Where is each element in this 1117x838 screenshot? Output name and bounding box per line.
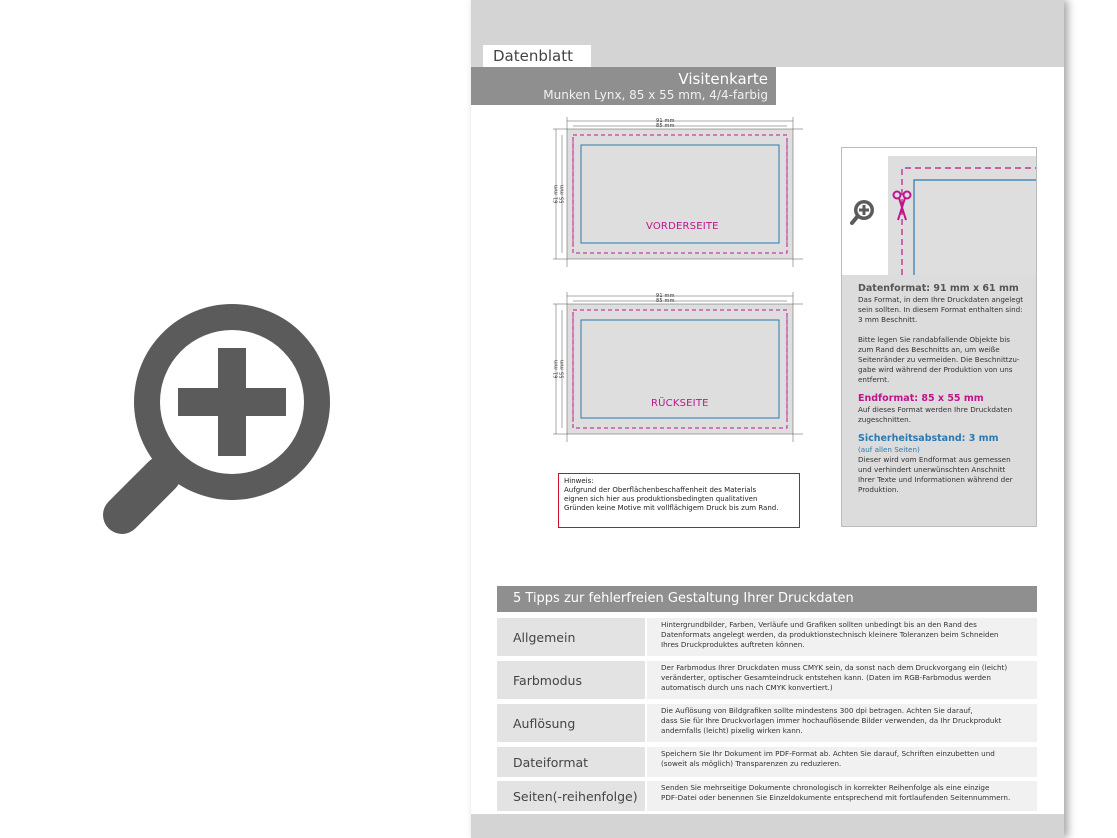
tip-value [647, 747, 1037, 777]
dim-height-inner-back: 55 mm [559, 359, 566, 379]
dim-width-outer-back: 91 mm [656, 293, 675, 299]
info-line: zugeschnitten. [858, 415, 912, 424]
dim-width-inner-back: 85 mm [656, 298, 675, 304]
tip-key: Seiten(-reihenfolge) [497, 781, 645, 811]
table-row [497, 618, 1037, 656]
info-box [841, 147, 1037, 527]
tip-line: (soweit als möglich) Transparenzen zu reduzieren. [661, 759, 842, 768]
card-front-diagram [553, 117, 803, 267]
table-row [497, 704, 1037, 742]
datenformat-title: Datenformat: 91 mm x 61 mm [858, 283, 1019, 294]
tip-line: veränderter, optischer Gesamteindruck entstehen kann. (Daten im RGB-Farbmodus werden [661, 673, 991, 682]
datasheet-tab: Datenblatt [483, 45, 591, 67]
datasheet-page [471, 0, 1064, 838]
info-line: und verhindert unerwünschten Anschnitt [858, 465, 1006, 474]
tip-value [647, 781, 1037, 811]
zoom-in-icon[interactable] [100, 290, 430, 550]
page-title: Visitenkarte [678, 70, 768, 88]
tip-line: andernfalls (leicht) pixelig wirken kann. [661, 726, 803, 735]
hint-line: Aufgrund der Oberflächenbeschaffenheit des Materials [564, 486, 757, 494]
tip-value [647, 704, 1037, 742]
endformat-title: Endformat: 85 x 55 mm [858, 393, 984, 404]
table-row [497, 781, 1037, 811]
card-back-diagram [553, 292, 803, 442]
info-line: Ihrer Texte und Informationen während der [858, 475, 1013, 484]
title-bar [471, 67, 776, 105]
tips-heading: 5 Tipps zur fehlerfreien Gestaltung Ihrer Druckdaten [497, 586, 1037, 612]
hint-box [558, 473, 800, 528]
tip-line: Der Farbmodus Ihrer Druckdaten muss CMYK sein, da sonst nach dem Druckvorgang ein (leicht) [661, 663, 1008, 672]
info-line: Auf dieses Format werden Ihre Druckdaten [858, 405, 1013, 414]
info-line: Seitenränder zu vermeiden. Die Beschnittzu- [858, 355, 1020, 364]
safety-title: Sicherheitsabstand: 3 mm [858, 433, 999, 444]
tip-key: Auflösung [497, 704, 645, 742]
dim-width-inner: 85 mm [656, 123, 675, 129]
dim-height-outer: 61 mm [553, 184, 560, 204]
table-row [497, 747, 1037, 777]
info-line: sein sollten. In diesem Format enthalten sind: [858, 305, 1023, 314]
dim-height-outer-back: 61 mm [553, 359, 560, 379]
tip-key: Allgemein [497, 618, 645, 656]
tip-value [647, 661, 1037, 699]
tip-key: Farbmodus [497, 661, 645, 699]
info-line: Bitte legen Sie randabfallende Objekte bis [858, 335, 1011, 344]
tip-line: Hintergrundbilder, Farben, Verläufe und Grafiken sollten unbedingt bis an den Rand des [661, 620, 977, 629]
tip-line: Die Auflösung von Bildgrafiken sollte mindestens 300 dpi betragen. Achten Sie darauf, [661, 706, 973, 715]
info-line: entfernt. [858, 375, 890, 384]
info-line: zum Rand des Beschnitts an, um weiße [858, 345, 1000, 354]
info-line: Dieser wird vom Endformat aus gemessen [858, 455, 1011, 464]
front-label: VORDERSEITE [646, 221, 719, 232]
tip-value [647, 618, 1037, 656]
hint-title: Hinweis: [564, 477, 594, 485]
dim-height-inner: 55 mm [559, 184, 566, 204]
tip-line: Ihres Druckproduktes auftreten können. [661, 640, 805, 649]
tip-line: Senden Sie mehrseitige Dokumente chronologisch in korrekter Reihenfolge als eine einzige [661, 783, 990, 792]
hint-line: Gründen keine Motive mit vollflächigem Druck bis zum Rand. [564, 504, 779, 512]
hint-line: eignen sich hier aus produktionsbedingten qualitativen [564, 495, 758, 503]
zoom-in-icon [852, 200, 874, 223]
dim-width-outer: 91 mm [656, 118, 675, 124]
tip-line: Datenformats angelegt werden, da produktionstechnisch kleinere Toleranzen beim Schneiden [661, 630, 999, 639]
tip-line: Speichern Sie Ihr Dokument im PDF-Format ab. Achten Sie darauf, Schriften einzubetten und [661, 749, 995, 758]
info-line: gabe wird während der Produktion von uns [858, 365, 1013, 374]
tip-key: Dateiformat [497, 747, 645, 777]
zoom-detail [842, 148, 1036, 275]
tip-line: PDF-Datei oder benennen Sie Einzeldokumente entsprechend mit fortlaufenden Seitennummern. [661, 793, 1011, 802]
info-line: Produktion. [858, 485, 899, 494]
back-label: RÜCKSEITE [651, 398, 709, 409]
tip-line: automatisch durch uns nach CMYK konvertiert.) [661, 683, 833, 692]
info-text [858, 283, 1028, 495]
safety-sub: (auf allen Seiten) [858, 445, 920, 454]
page-subtitle: Munken Lynx, 85 x 55 mm, 4/4-farbig [543, 88, 768, 102]
info-line: Das Format, in dem Ihre Druckdaten angelegt [858, 295, 1024, 304]
bottom-band [471, 814, 1064, 838]
tip-line: dass Sie für Ihre Druckvorlagen immer hochauflösende Bilder verwenden, da Ihr Druckprodukt [661, 716, 1002, 725]
info-line: 3 mm Beschnitt. [858, 315, 918, 324]
table-row [497, 661, 1037, 699]
